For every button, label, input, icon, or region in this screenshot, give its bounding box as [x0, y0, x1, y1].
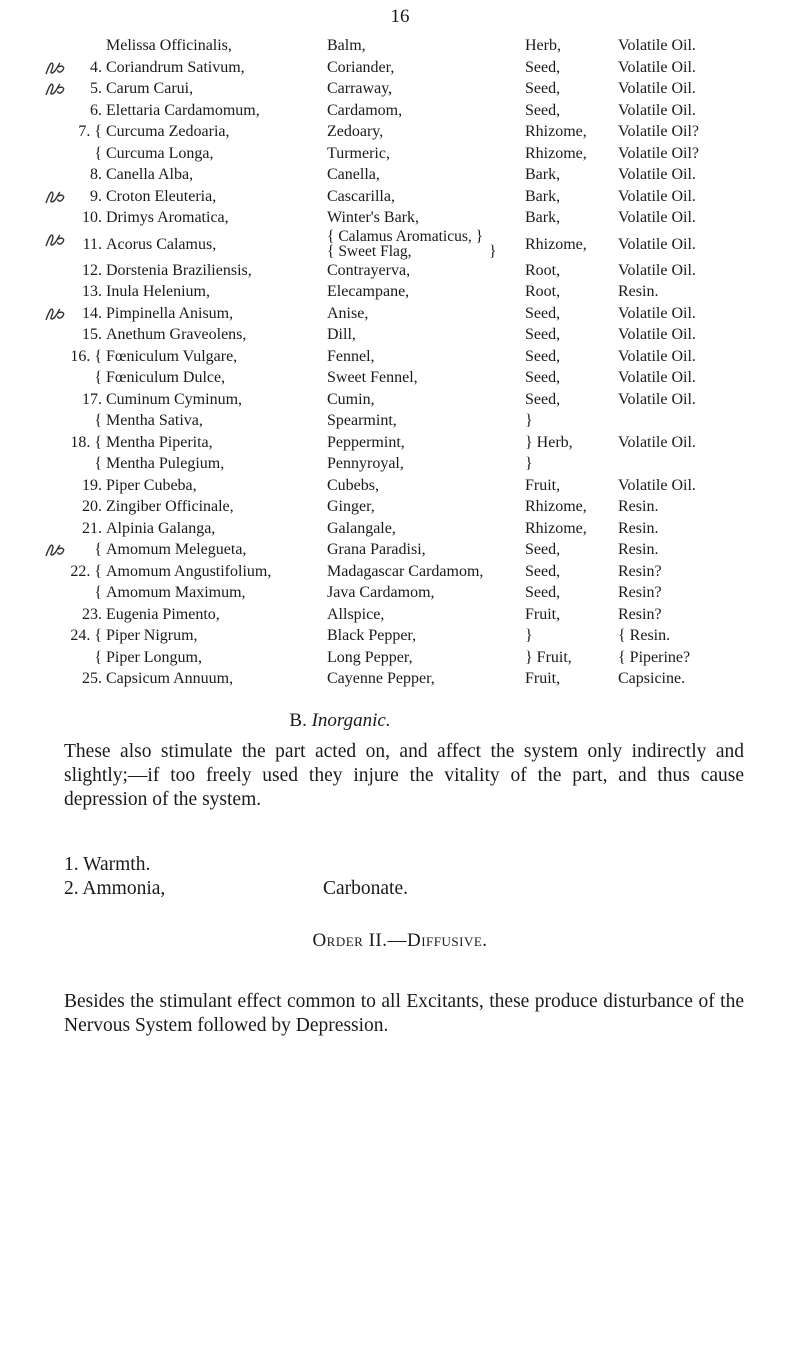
stimulants-table: [0, 35, 800, 690]
row-number: 21.: [82, 519, 102, 537]
row-number: 25.: [82, 670, 102, 687]
row-number: 10.: [82, 209, 102, 226]
part-used: Bark,: [525, 166, 561, 183]
row-number: 16. {: [70, 347, 102, 365]
row-number: {: [94, 455, 102, 472]
common-name: Balm,: [327, 37, 366, 54]
row-number: {: [94, 648, 102, 666]
table-row: [0, 539, 800, 561]
table-row: [0, 647, 800, 669]
part-used: Seed,: [525, 390, 561, 408]
active-principle: Resin.: [618, 283, 659, 300]
common-name: Cayenne Pepper,: [327, 670, 435, 687]
table-row: [0, 668, 800, 690]
common-name: Sweet Fennel,: [327, 369, 418, 386]
table-row: [0, 100, 800, 122]
table-row: [0, 207, 800, 229]
latin-name: Fœniculum Dulce,: [106, 369, 226, 386]
row-number: {: [94, 412, 102, 429]
common-name: Zedoary,: [327, 123, 384, 140]
active-principle: Volatile Oil?: [618, 144, 700, 162]
part-used: Bark,: [525, 209, 561, 226]
latin-name: Dorstenia Braziliensis,: [106, 261, 252, 279]
row-number: {: [94, 541, 102, 558]
part-used: } Fruit,: [525, 648, 572, 666]
list-extra: Carbonate.: [323, 878, 409, 899]
table-row: [0, 57, 800, 79]
common-name: Anise,: [327, 304, 369, 322]
row-number: 19.: [82, 476, 102, 494]
list-item: [64, 877, 165, 900]
active-principle: Volatile Oil.: [618, 166, 696, 183]
part-used: Seed,: [525, 58, 561, 76]
latin-name: Carum Carui,: [106, 80, 194, 97]
row-number: 13.: [82, 283, 102, 300]
row-number: {: [94, 584, 102, 601]
row-number: 22. {: [70, 562, 102, 580]
table-row: [0, 389, 800, 411]
latin-name: Mentha Sativa,: [106, 412, 203, 429]
part-used: Fruit,: [525, 670, 561, 687]
latin-name: Amomum Angustifolium,: [106, 562, 272, 580]
part-used: }: [525, 455, 533, 472]
common-name: Spearmint,: [327, 412, 397, 429]
active-principle: Volatile Oil?: [618, 123, 700, 140]
latin-name: Capsicum Annuum,: [106, 670, 234, 687]
row-number: 8.: [90, 166, 102, 183]
table-row: [0, 496, 800, 518]
part-used: Seed,: [525, 80, 561, 97]
row-number: 15.: [82, 326, 102, 343]
table-row: [0, 518, 800, 540]
active-principle: { Resin.: [618, 627, 671, 644]
active-principle: Volatile Oil.: [618, 326, 696, 343]
latin-name: Amomum Melegueta,: [106, 541, 247, 558]
active-principle: Volatile Oil.: [618, 261, 696, 279]
common-name: Turmeric,: [327, 144, 390, 162]
common-name: Coriander,: [327, 58, 395, 76]
part-used: Rhizome,: [525, 498, 587, 515]
row-number: 4.: [90, 58, 102, 76]
active-principle: Volatile Oil.: [618, 433, 696, 451]
latin-name: Canella Alba,: [106, 166, 194, 183]
latin-name: Fœniculum Vulgare,: [106, 347, 238, 365]
row-number: 17.: [82, 390, 102, 408]
common-name: Cumin,: [327, 390, 375, 408]
part-used: Seed,: [525, 304, 561, 322]
part-used: Seed,: [525, 326, 561, 343]
active-principle: Resin?: [618, 605, 662, 623]
common-name: Dill,: [327, 326, 356, 343]
common-name: Allspice,: [327, 605, 385, 623]
common-name: Grana Paradisi,: [327, 541, 426, 558]
part-used: Seed,: [525, 541, 561, 558]
latin-name: Anethum Graveolens,: [106, 326, 247, 343]
active-principle: { Piperine?: [618, 648, 691, 666]
section-b-heading: [0, 710, 680, 732]
common-name: Carraway,: [327, 80, 393, 97]
part-used: }: [525, 412, 533, 429]
part-used: Rhizome,: [525, 144, 587, 162]
table-row: [0, 260, 800, 282]
table-row: [0, 625, 800, 647]
active-principle: Volatile Oil.: [618, 390, 696, 408]
part-used: Root,: [525, 283, 561, 300]
common-name: { Calamus Aromaticus, } { Sweet Flag, }: [327, 227, 497, 260]
part-used: Root,: [525, 261, 561, 279]
row-number: 12.: [82, 261, 102, 279]
part-used: Rhizome,: [525, 123, 587, 140]
active-principle: Volatile Oil.: [618, 101, 696, 119]
latin-name: Curcuma Longa,: [106, 144, 214, 162]
latin-name: Mentha Pulegium,: [106, 455, 225, 472]
active-principle: Resin?: [618, 584, 662, 601]
common-name: Cascarilla,: [327, 187, 395, 205]
common-name: Cubebs,: [327, 476, 379, 494]
latin-name: Drimys Aromatica,: [106, 209, 229, 226]
table-row: [0, 346, 800, 368]
common-name: Pennyroyal,: [327, 455, 404, 472]
common-name: Long Pepper,: [327, 648, 413, 666]
row-number: {: [94, 144, 102, 162]
list-label: 1. Warmth.: [64, 854, 151, 875]
table-row: [0, 410, 800, 432]
active-principle: Volatile Oil.: [618, 209, 696, 226]
page-number: 16: [390, 6, 410, 27]
part-used: Seed,: [525, 347, 561, 365]
common-name: Fennel,: [327, 347, 375, 365]
latin-name: Alpinia Galanga,: [106, 519, 216, 537]
table-row: [0, 303, 800, 325]
row-number: 11.: [82, 235, 102, 253]
part-used: Seed,: [525, 584, 561, 601]
latin-name: Inula Helenium,: [106, 283, 210, 300]
latin-name: Curcuma Zedoaria,: [106, 123, 230, 140]
active-principle: Resin?: [618, 562, 662, 580]
row-number: 14.: [82, 304, 102, 322]
latin-name: Acorus Calamus,: [106, 235, 217, 253]
row-number: 23.: [82, 605, 102, 623]
latin-name: Zingiber Officinale,: [106, 498, 234, 515]
row-number: {: [94, 369, 102, 386]
part-used: Rhizome,: [525, 235, 587, 253]
paragraph-inorganic: These also stimulate the part acted on, and affect the system only indirectly and slightly;—if too freely used they injure the vitality of the part, and thus cause depression of the system.: [64, 741, 744, 810]
common-name: Black Pepper,: [327, 627, 417, 644]
part-used: Herb,: [525, 37, 561, 54]
table-row: [0, 582, 800, 604]
table-row: [0, 324, 800, 346]
active-principle: Volatile Oil.: [618, 58, 696, 76]
row-number: 7. {: [78, 123, 102, 140]
table-row: [0, 561, 800, 583]
latin-name: Piper Longum,: [106, 648, 202, 666]
part-used: Seed,: [525, 562, 561, 580]
part-used: Seed,: [525, 369, 561, 386]
table-row: [0, 475, 800, 497]
latin-name: Cuminum Cyminum,: [106, 390, 243, 408]
table-row: [0, 453, 800, 475]
latin-name: Eugenia Pimento,: [106, 605, 220, 623]
row-number: 9.: [90, 187, 102, 205]
common-name: Elecampane,: [327, 283, 410, 300]
common-name: Cardamom,: [327, 101, 403, 119]
latin-name: Pimpinella Anisum,: [106, 304, 234, 322]
latin-name: Mentha Piperita,: [106, 433, 213, 451]
table-row: [0, 186, 800, 208]
latin-name: Croton Eleuteria,: [106, 187, 217, 205]
part-used: Fruit,: [525, 476, 561, 494]
order-heading: Order II.—Diffusive.: [312, 930, 488, 951]
active-principle: Volatile Oil.: [618, 347, 696, 365]
active-principle: Capsicine.: [618, 670, 686, 687]
row-number: 5.: [90, 80, 102, 97]
latin-name: Amomum Maximum,: [106, 584, 246, 601]
part-used: }: [525, 627, 533, 644]
active-principle: Resin.: [618, 519, 659, 537]
row-number: 6.: [90, 101, 102, 119]
table-row: [0, 367, 800, 389]
active-principle: Resin.: [618, 541, 659, 558]
common-name: Peppermint,: [327, 433, 405, 451]
latin-name: Piper Nigrum,: [106, 627, 198, 644]
active-principle: Volatile Oil.: [618, 80, 696, 97]
table-row: [0, 164, 800, 186]
latin-name: Melissa Officinalis,: [106, 37, 232, 54]
section-letter: B.: [289, 710, 307, 731]
active-principle: Volatile Oil.: [618, 235, 696, 253]
common-name: Contrayerva,: [327, 261, 411, 279]
active-principle: Volatile Oil.: [618, 37, 696, 54]
common-name: Java Cardamom,: [327, 584, 435, 601]
common-name: Canella,: [327, 166, 380, 183]
active-principle: Volatile Oil.: [618, 476, 696, 494]
table-row: [0, 229, 800, 260]
common-name: Galangale,: [327, 519, 396, 537]
table-row: [0, 35, 800, 57]
row-number: 18. {: [70, 433, 102, 451]
active-principle: Volatile Oil.: [618, 187, 696, 205]
common-name: Winter's Bark,: [327, 209, 419, 226]
row-number: 24. {: [70, 627, 102, 644]
table-row: [0, 432, 800, 454]
part-used: } Herb,: [525, 433, 573, 451]
list-item: [64, 853, 150, 876]
table-row: [0, 281, 800, 303]
part-used: Bark,: [525, 187, 561, 205]
list-label: 2. Ammonia,: [64, 878, 166, 899]
table-row: [0, 143, 800, 165]
latin-name: Elettaria Cardamomum,: [106, 101, 260, 119]
part-used: Seed,: [525, 101, 561, 119]
active-principle: Resin.: [618, 498, 659, 515]
part-used: Rhizome,: [525, 519, 587, 537]
active-principle: Volatile Oil.: [618, 369, 696, 386]
part-used: Fruit,: [525, 605, 561, 623]
table-row: [0, 78, 800, 100]
latin-name: Coriandrum Sativum,: [106, 58, 245, 76]
common-name: Ginger,: [327, 498, 375, 515]
latin-name: Piper Cubeba,: [106, 476, 197, 494]
active-principle: Volatile Oil.: [618, 304, 696, 322]
table-row: [0, 604, 800, 626]
row-number: 20.: [82, 498, 102, 515]
common-name: Madagascar Cardamom,: [327, 562, 484, 580]
paragraph-diffusive: Besides the stimulant effect common to all Excitants, these produce disturbance of the Nervous System followed by Depression.: [64, 991, 744, 1036]
table-row: [0, 121, 800, 143]
section-title: Inorganic.: [311, 710, 391, 731]
